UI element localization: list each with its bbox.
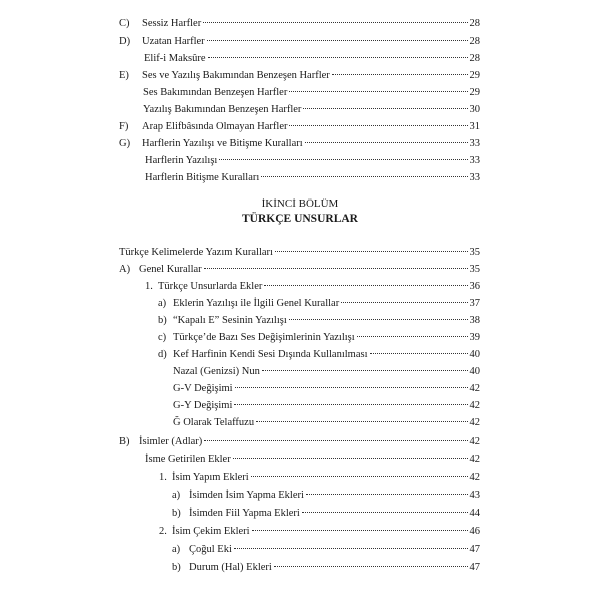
- toc-entry-prefix: a): [172, 544, 181, 555]
- toc-entry[interactable]: [0, 364, 600, 380]
- toc-entry[interactable]: [0, 102, 600, 118]
- dot-leader: [256, 421, 467, 422]
- toc-entry[interactable]: [0, 85, 600, 101]
- toc-entry-page: 42: [469, 472, 480, 483]
- toc-entry-prefix: F): [119, 121, 129, 132]
- toc-entry[interactable]: [0, 415, 600, 431]
- toc-entry-page: 37: [469, 298, 480, 309]
- toc-entry-page: 42: [469, 400, 480, 411]
- toc-entry-page: 28: [469, 53, 480, 64]
- toc-entry-page: 39: [469, 332, 480, 343]
- toc-entry-page: 33: [469, 138, 480, 149]
- toc-entry-title: İsim Çekim Ekleri: [172, 526, 250, 537]
- toc-entry-page: 42: [469, 417, 480, 428]
- toc-entry-page: 43: [469, 490, 480, 501]
- toc-entry-page: 29: [469, 70, 480, 81]
- toc-entry-title: Nazal (Genizsi) Nun: [173, 366, 260, 377]
- toc-entry-title: “Kapalı E” Sesinin Yazılışı: [173, 315, 287, 326]
- dot-leader: [332, 74, 468, 75]
- toc-entry-title: İsimden Fiil Yapma Ekleri: [189, 508, 300, 519]
- toc-entry-prefix: b): [172, 562, 181, 573]
- dot-leader: [261, 176, 467, 177]
- toc-entry-page: 46: [469, 526, 480, 537]
- dot-leader: [208, 57, 468, 58]
- toc-entry[interactable]: [0, 347, 600, 363]
- toc-entry-prefix: b): [158, 315, 167, 326]
- toc-entry[interactable]: [0, 170, 600, 186]
- toc-entry-prefix: C): [119, 18, 130, 29]
- dot-leader: [262, 370, 468, 371]
- toc-entry[interactable]: [0, 296, 600, 312]
- toc-entry-title: G-Y Değişimi: [173, 400, 233, 411]
- toc-entry-page: 42: [469, 436, 480, 447]
- toc-entry-page: 29: [469, 87, 480, 98]
- toc-entry-prefix: B): [119, 436, 130, 447]
- dot-leader: [303, 108, 467, 109]
- dot-leader: [234, 548, 468, 549]
- toc-entry-title: Uzatan Harfler: [142, 36, 205, 47]
- toc-entry[interactable]: [0, 488, 600, 504]
- dot-leader: [275, 251, 468, 252]
- toc-entry-title: Genel Kurallar: [139, 264, 202, 275]
- section-title: TÜRKÇE UNSURLAR: [242, 213, 358, 225]
- toc-entry-title: Eklerin Yazılışı ile İlgili Genel Kurallar: [173, 298, 340, 309]
- dot-leader: [306, 494, 468, 495]
- toc-entry-prefix: E): [119, 70, 129, 81]
- dot-leader: [289, 319, 468, 320]
- toc-entry[interactable]: [0, 119, 600, 135]
- toc-entry[interactable]: [0, 506, 600, 522]
- toc-entry-title: Harflerin Yazılışı ve Bitişme Kuralları: [142, 138, 303, 149]
- toc-entry-page: 33: [469, 172, 480, 183]
- toc-entry-prefix: G): [119, 138, 131, 149]
- toc-entry-title: Ses ve Yazılış Bakımından Benzeşen Harfler: [142, 70, 330, 81]
- toc-entry[interactable]: [0, 381, 600, 397]
- toc-entry-prefix: D): [119, 36, 131, 47]
- toc-entry-title: Türkçe’de Bazı Ses Değişimlerinin Yazılışı: [173, 332, 355, 343]
- toc-entry-prefix: 1.: [145, 281, 153, 292]
- toc-entry-page: 47: [469, 544, 480, 555]
- toc-entry-page: 31: [469, 121, 480, 132]
- toc-entry[interactable]: [0, 68, 600, 84]
- dot-leader: [204, 440, 467, 441]
- dot-leader: [274, 566, 468, 567]
- dot-leader: [234, 404, 467, 405]
- toc-entry[interactable]: [0, 245, 600, 261]
- toc-entry-title: G-V Değişimi: [173, 383, 233, 394]
- toc-entry-title: İsim Yapım Ekleri: [172, 472, 249, 483]
- toc-entry-page: 35: [469, 264, 480, 275]
- toc-entry-page: 30: [469, 104, 480, 115]
- toc-entry-title: Arap Elifbâsında Olmayan Harfler: [142, 121, 288, 132]
- toc-entry[interactable]: [0, 560, 600, 576]
- toc-entry-title: Elif-i Maksûre: [144, 53, 206, 64]
- toc-entry[interactable]: [0, 470, 600, 486]
- toc-entry-title: Durum (Hal) Ekleri: [189, 562, 272, 573]
- toc-entry-title: İsme Getirilen Ekler: [145, 454, 231, 465]
- dot-leader: [302, 512, 468, 513]
- toc-entry-prefix: 2.: [159, 526, 167, 537]
- toc-entry-page: 36: [469, 281, 480, 292]
- toc-entry[interactable]: [0, 136, 600, 152]
- toc-entry-title: Sessiz Harfler: [142, 18, 202, 29]
- toc-entry-prefix: a): [158, 298, 167, 309]
- dot-leader: [203, 22, 467, 23]
- toc-entry-title: Ses Bakımından Benzeşen Harfler: [143, 87, 288, 98]
- toc-entry[interactable]: [0, 313, 600, 329]
- dot-leader: [305, 142, 468, 143]
- dot-leader: [204, 268, 468, 269]
- toc-entry-title: Harflerin Bitişme Kuralları: [145, 172, 260, 183]
- toc-entry-title: Ğ Olarak Telaffuzu: [173, 417, 255, 428]
- toc-entry-page: 33: [469, 155, 480, 166]
- toc-entry-title: İsimler (Adlar): [139, 436, 203, 447]
- toc-entry-page: 40: [469, 366, 480, 377]
- toc-entry[interactable]: [0, 452, 600, 468]
- dot-leader: [233, 458, 468, 459]
- toc-entry[interactable]: [0, 524, 600, 540]
- dot-leader: [251, 476, 468, 477]
- dot-leader: [289, 91, 467, 92]
- dot-leader: [289, 125, 467, 126]
- toc-entry[interactable]: [0, 542, 600, 558]
- toc-entry-page: 40: [469, 349, 480, 360]
- toc-entry-prefix: d): [158, 349, 167, 360]
- toc-entry-title: Çoğul Eki: [189, 544, 232, 555]
- toc-entry-title: İsimden İsim Yapma Ekleri: [189, 490, 304, 501]
- dot-leader: [341, 302, 467, 303]
- toc-entry-page: 42: [469, 383, 480, 394]
- toc-entry-title: Türkçe Kelimelerde Yazım Kuralları: [119, 247, 273, 258]
- dot-leader: [207, 40, 468, 41]
- toc-entry[interactable]: [0, 51, 600, 67]
- toc-entry[interactable]: [0, 330, 600, 346]
- toc-entry-title: Kef Harfinin Kendi Sesi Dışında Kullanılması: [173, 349, 368, 360]
- toc-entry-page: 35: [469, 247, 480, 258]
- toc-entry-title: Türkçe Unsurlarda Ekler: [158, 281, 263, 292]
- dot-leader: [370, 353, 468, 354]
- dot-leader: [357, 336, 468, 337]
- toc-entry-page: 42: [469, 454, 480, 465]
- toc-entry-prefix: a): [172, 490, 181, 501]
- toc-entry[interactable]: [0, 434, 600, 450]
- toc-entry-page: 44: [469, 508, 480, 519]
- toc-entry-title: Harflerin Yazılışı: [145, 155, 218, 166]
- toc-entry[interactable]: [0, 279, 600, 295]
- toc-entry-page: 28: [469, 18, 480, 29]
- toc-entry[interactable]: [0, 398, 600, 414]
- toc-entry-prefix: A): [119, 264, 131, 275]
- dot-leader: [235, 387, 468, 388]
- toc-entry-page: 38: [469, 315, 480, 326]
- toc-entry[interactable]: [0, 16, 600, 32]
- toc-entry[interactable]: [0, 262, 600, 278]
- dot-leader: [252, 530, 468, 531]
- toc-entry[interactable]: [0, 34, 600, 50]
- dot-leader: [219, 159, 467, 160]
- dot-leader: [264, 285, 467, 286]
- toc-entry-prefix: 1.: [159, 472, 167, 483]
- toc-entry-page: 28: [469, 36, 480, 47]
- toc-entry[interactable]: [0, 153, 600, 169]
- toc-entry-prefix: c): [158, 332, 167, 343]
- section-label: İKİNCİ BÖLÜM: [261, 198, 339, 210]
- toc-entry-page: 47: [469, 562, 480, 573]
- toc-entry-prefix: b): [172, 508, 181, 519]
- toc-entry-title: Yazılış Bakımından Benzeşen Harfler: [143, 104, 302, 115]
